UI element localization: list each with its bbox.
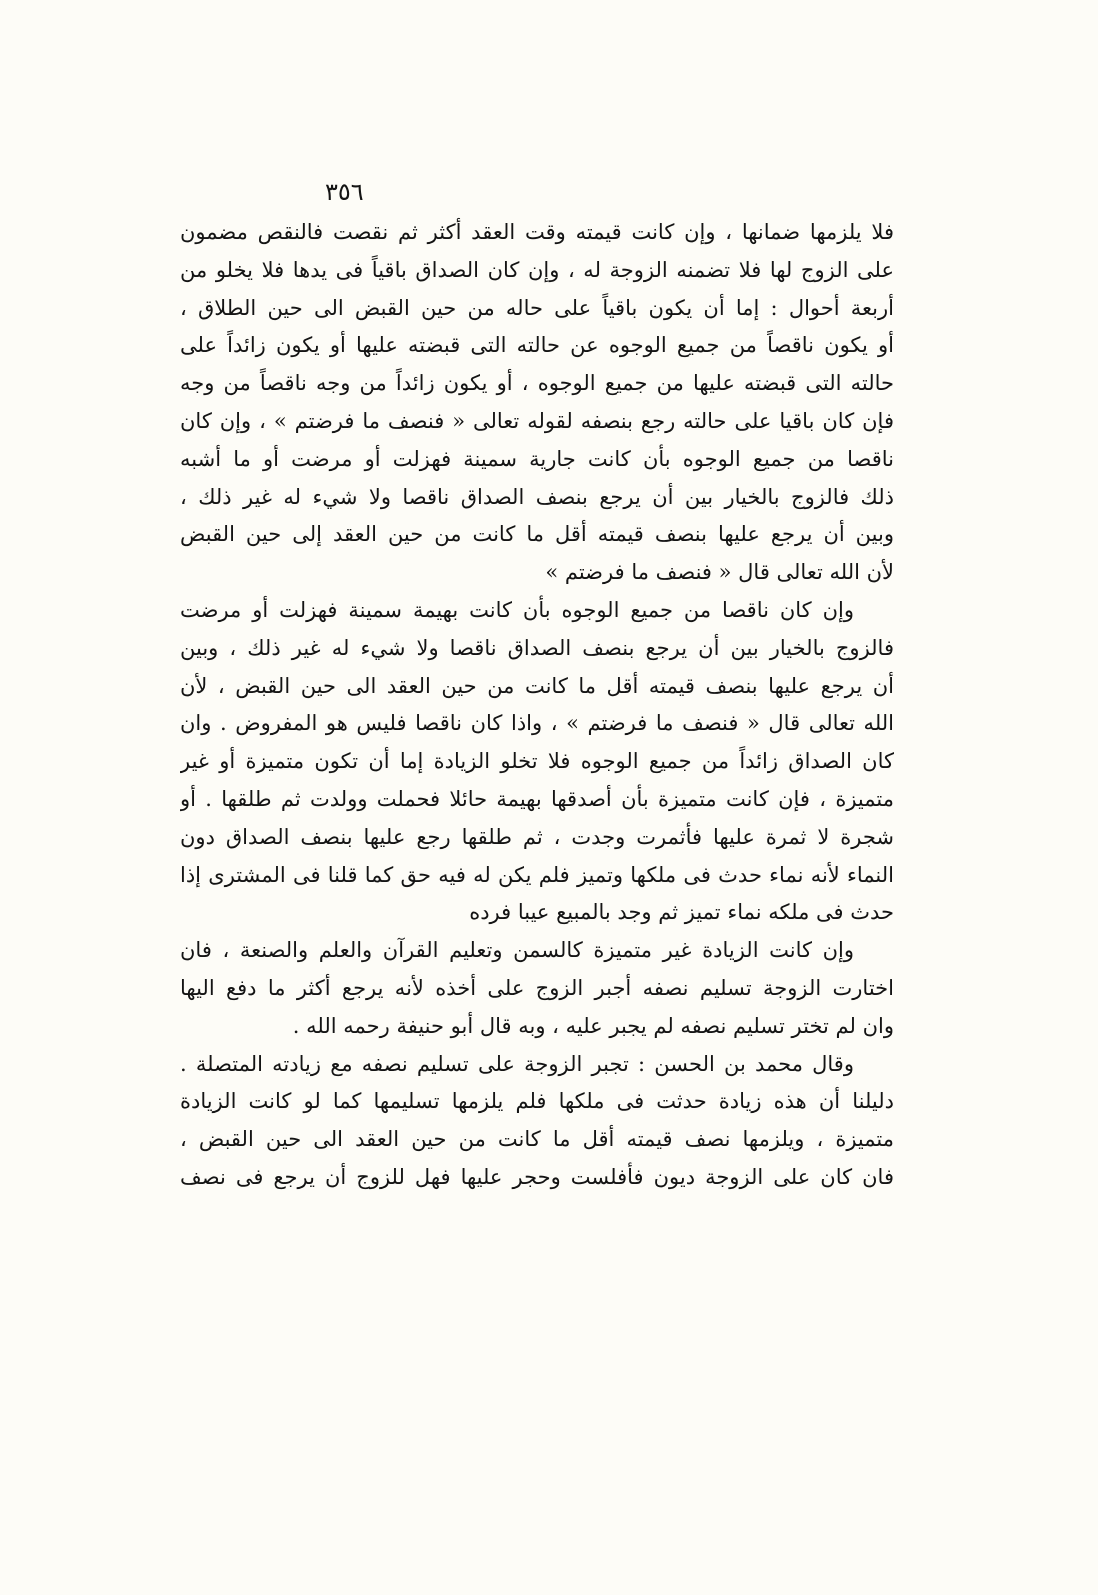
text-line: متميزة ، فإن كانت متميزة بأن أصدقها بهيمة حائلا فحملت وولدت ثم طلقها . أو xyxy=(180,786,894,811)
text-line: فإن كان باقيا على حالته رجع بنصفه لقوله تعالى « فنصف ما فرضتم » ، وإن كان xyxy=(180,408,894,433)
text-line: لأن الله تعالى قال « فنصف ما فرضتم » xyxy=(545,560,894,585)
text-line: حالته التى قبضته عليها من جميع الوجوه ، أو يكون زائداً من وجه ناقصاً من وجه xyxy=(180,371,894,396)
text-line: شجرة لا ثمرة عليها فأثمرت وجدت ، ثم طلقها رجع عليها بنصف الصداق دون xyxy=(180,824,894,849)
text-line: وقال محمد بن الحسن : تجبر الزوجة على تسليم نصفه مع زيادته المتصلة . xyxy=(180,1051,854,1076)
text-line: دليلنا أن هذه زيادة حدثت فى ملكها فلم يلزمها تسليمها كما لو كانت الزيادة xyxy=(180,1089,894,1114)
main-text xyxy=(180,214,894,1197)
page-number: ٣٥٦ xyxy=(325,178,364,206)
text-line: حدث فى ملكه نماء تميز ثم وجد بالمبيع عيبا فرده xyxy=(469,900,894,925)
text-line: فلا يلزمها ضمانها ، وإن كانت قيمته وقت العقد أكثر ثم نقصت فالنقص مضمون xyxy=(180,220,894,244)
text-line: فان كان على الزوجة ديون فأفلست وحجر عليها فهل للزوج أن يرجع فى نصف xyxy=(180,1164,894,1189)
text-line: أو يكون ناقصاً من جميع الوجوه عن حالته التى قبضته عليها أو يكون زائداً على xyxy=(180,333,894,358)
text-line: على الزوج لها فلا تضمنه الزوجة له ، وإن كان الصداق باقياً فى يدها فلا يخلو من xyxy=(180,257,894,282)
text-line: النماء لأنه نماء حدث فى ملكها وتميز فلم يكن له فيه حق كما قلنا فى المشترى إذا xyxy=(180,862,894,887)
text-line: وإن كانت الزيادة غير متميزة كالسمن وتعليم القرآن والعلم والصنعة ، فان xyxy=(180,938,854,963)
text-line: أربعة أحوال : إما أن يكون باقياً على حاله من حين القبض الى حين الطلاق ، xyxy=(180,295,894,320)
text-line: وبين أن يرجع عليها بنصف قيمته أقل ما كانت من حين العقد إلى حين القبض xyxy=(180,522,894,547)
text-line: وإن كان ناقصا من جميع الوجوه بأن كانت بهيمة سمينة فهزلت أو مرضت xyxy=(180,597,854,622)
text-line: أن يرجع عليها بنصف قيمته أقل ما كانت من حين العقد الى حين القبض ، لأن xyxy=(180,673,894,698)
text-line: متميزة ، ويلزمها نصف قيمته أقل ما كانت من حين العقد الى حين القبض ، xyxy=(180,1127,894,1152)
text-line: فالزوج بالخيار بين أن يرجع بنصف الصداق ناقصا ولا شيء له غير ذلك ، وبين xyxy=(180,635,894,660)
text-line: ذلك فالزوج بالخيار بين أن يرجع بنصف الصداق ناقصا ولا شيء له غير ذلك ، xyxy=(180,484,894,509)
text-line: اختارت الزوجة تسليم نصفه أجبر الزوج على أخذه لأنه يرجع أكثر ما دفع اليها xyxy=(180,975,894,1000)
text-line: الله تعالى قال « فنصف ما فرضتم » ، واذا كان ناقصا فليس هو المفروض . وان xyxy=(180,711,894,736)
text-line: كان الصداق زائداً من جميع الوجوه فلا تخلو الزيادة إما أن تكون متميزة أو غير xyxy=(180,749,894,774)
text-line: ناقصا من جميع الوجوه بأن كانت جارية سمينة فهزلت أو مرضت أو ما أشبه xyxy=(180,446,894,471)
text-line: وان لم تختر تسليم نصفه لم يجبر عليه ، وبه قال أبو حنيفة رحمه الله . xyxy=(292,1013,894,1038)
